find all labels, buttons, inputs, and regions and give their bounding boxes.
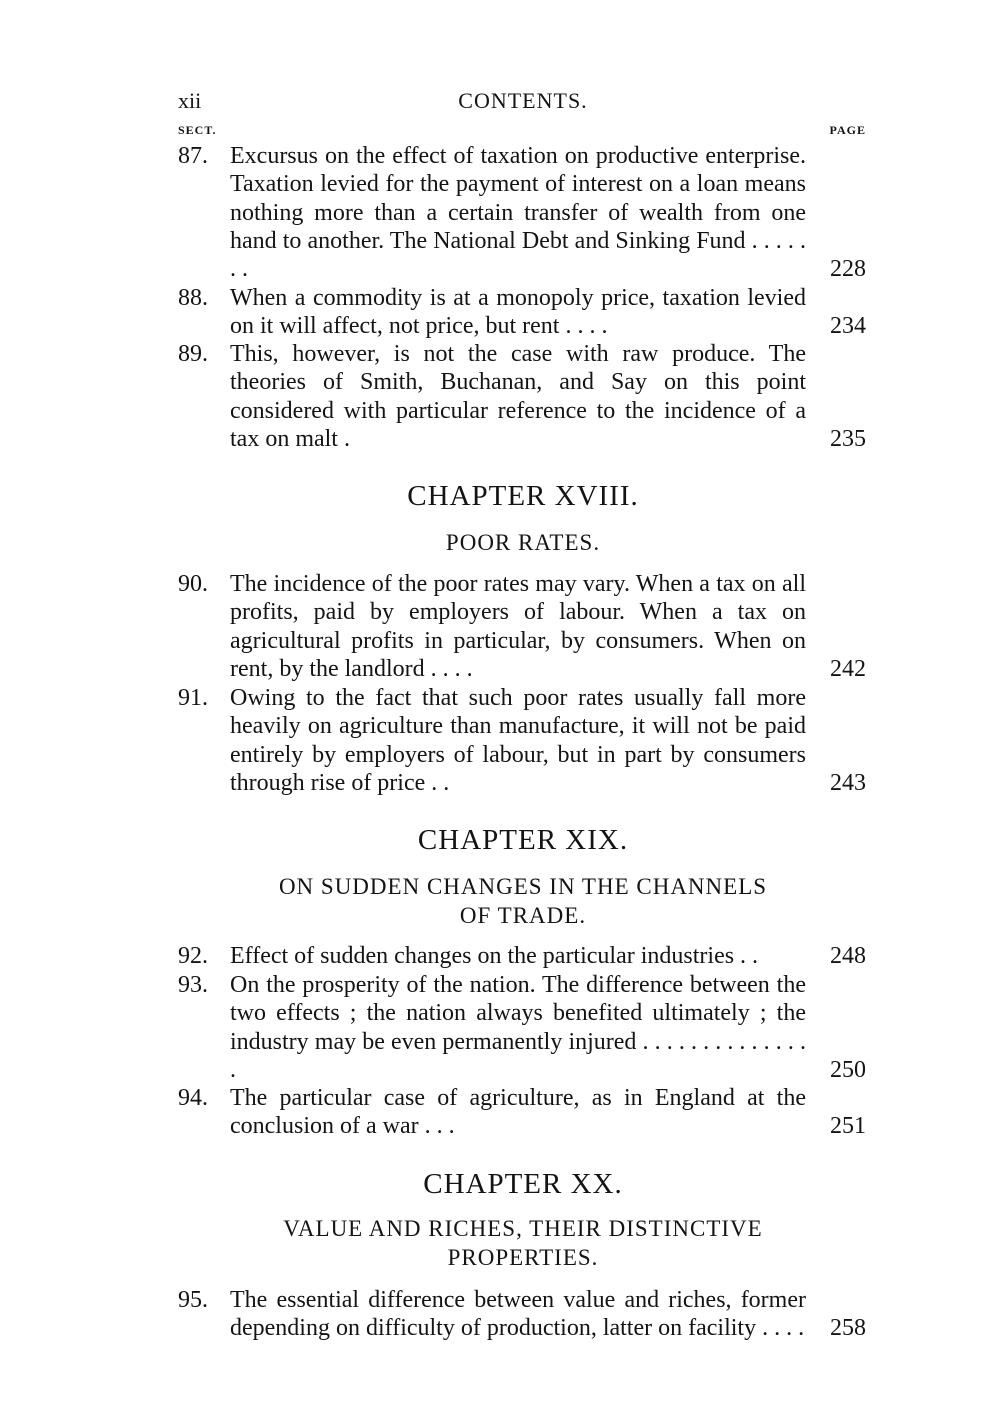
page-number: xii [178,88,202,113]
chapter-subtitle: POOR RATES. [445,530,601,555]
entry-number: 92. [178,943,208,969]
toc-entry-88 [178,284,866,341]
entry-page: 235 [830,425,866,452]
toc-entry-87 [178,142,866,283]
entry-text: The incidence of the poor rates may vary. When a tax on all profits, paid by employers of labour. When a tax on agricultural profits in particular, by consumers. When on rent, by the landlord . . . . [230,571,806,682]
running-head [178,88,868,118]
entry-text: The particular case of agriculture, as in England at the conclusion of a war . . . [230,1085,806,1140]
toc-entry-93 [178,971,866,1084]
toc-entry-92 [178,942,866,970]
entry-page: 251 [830,1113,866,1140]
entry-page: 243 [830,769,866,796]
entry-number: 93. [178,972,208,998]
entry-text: When a commodity is at a monopoly price, taxation levied on it will affect, not price, but rent . . . . [230,285,806,340]
page-title: CONTENTS. [458,88,588,113]
entry-number: 94. [178,1085,208,1111]
entry-text: The essential difference between value and riches, former depending on difficulty of production, latter on facility . . . . [230,1287,806,1342]
chapter-heading: CHAPTER XX. [423,1168,623,1200]
entry-text: Owing to the fact that such poor rates usually fall more heavily on agriculture than manufacture, it will not be paid entirely by employers of labour, but in part by consumers through rise of price . . [230,685,806,796]
entry-number: 95. [178,1287,208,1313]
chapter-subtitle: ON SUDDEN CHANGES IN THE CHANNELS [278,874,768,899]
entry-page: 258 [830,1315,866,1342]
entry-number: 91. [178,685,208,711]
toc-entry-94 [178,1084,866,1141]
page-label: PAGE [829,123,866,137]
entry-number: 88. [178,285,208,311]
toc-entry-91 [178,684,866,797]
entry-text: On the prosperity of the nation. The difference between the two effects ; the nation always benefited ultimately ; the industry may be even permanently injured . . . . . . . . . . . . . . . [230,972,806,1083]
entry-page: 250 [830,1056,866,1083]
toc-entry-90 [178,570,866,683]
entry-number: 90. [178,571,208,597]
chapter-heading: CHAPTER XIX. [417,824,629,856]
toc-entry-89 [178,340,866,453]
sect-label: SECT. [178,123,217,137]
entry-text: Effect of sudden changes on the particular industries . . [230,943,759,969]
chapter-heading: CHAPTER XVIII. [407,480,639,512]
entry-number: 87. [178,143,208,169]
entry-text: Excursus on the effect of taxation on productive enterprise. Taxation levied for the payment of interest on a loan means nothing more than a certain transfer of wealth from one hand to another. The National Debt and Sinking Fund . . . . . . . [230,143,806,283]
entry-number: 89. [178,341,208,367]
chapter-subtitle: VALUE AND RICHES, THEIR DISTINCTIVE [283,1216,763,1241]
chapter-subtitle: OF TRADE. [459,903,587,928]
entry-page: 228 [830,256,866,283]
entry-page: 248 [830,943,866,969]
entry-page: 234 [830,313,866,340]
entry-page: 242 [830,655,866,682]
chapter-subtitle: PROPERTIES. [447,1245,599,1270]
entry-text: This, however, is not the case with raw produce. The theories of Smith, Buchanan, and Say on this point considered with particular reference to the incidence of a tax on malt . [230,341,806,452]
toc-entry-95 [178,1286,866,1343]
